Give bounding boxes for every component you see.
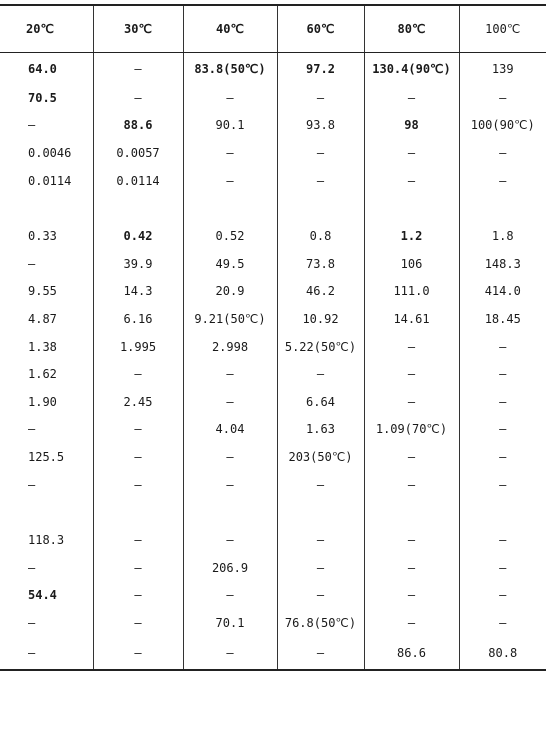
- table-cell-100c: —: [499, 367, 507, 382]
- table-cell-20c: —: [0, 554, 93, 582]
- table-row: [0, 112, 546, 140]
- table-cell-40c: 20.9: [183, 278, 277, 306]
- table-cell-20c: 4.87: [0, 305, 93, 333]
- table-cell-20c: 1.38: [0, 333, 93, 361]
- table-cell-60c: 0.8: [277, 222, 364, 250]
- table-cell-80c: 111.0: [364, 278, 459, 306]
- table-cell-30c: —: [93, 443, 183, 471]
- table-cell-60c: 10.92: [277, 305, 364, 333]
- table-row: [0, 305, 546, 333]
- table-cell-100c: —: [499, 477, 507, 492]
- table-cell-60c: —: [277, 637, 364, 670]
- table-cell-60c: [277, 498, 364, 526]
- header-cell-20c: 20℃: [0, 5, 93, 53]
- table-cell-40c: —: [183, 526, 277, 554]
- temperature-data-table: [0, 4, 546, 671]
- table-cell-80c: —: [364, 333, 459, 361]
- header-row: [0, 5, 546, 53]
- table-cell-100c: —: [499, 422, 507, 437]
- table-cell-40c: —: [183, 360, 277, 388]
- table-cell-40c: —: [183, 471, 277, 499]
- table-cell-20c: —: [0, 416, 93, 444]
- table-cell-40c: 49.5: [183, 250, 277, 278]
- table-row: [0, 526, 546, 554]
- table-cell-100c: —: [499, 394, 507, 409]
- table-cell-100c: —: [499, 588, 507, 603]
- table-cell-30c: —: [93, 471, 183, 499]
- table-cell-30c: 2.45: [93, 388, 183, 416]
- table-cell-40c: 83.8(50℃): [183, 53, 277, 85]
- table-cell-80c: —: [364, 167, 459, 195]
- table-cell-60c: 93.8: [277, 112, 364, 140]
- table-cell-60c: —: [277, 471, 364, 499]
- table-cell-100c: 18.45: [484, 311, 521, 326]
- table-cell-100c: —: [499, 339, 507, 354]
- table-cell-20c: 0.0114: [0, 167, 93, 195]
- table-cell-80c: —: [364, 84, 459, 112]
- table-cell-60c: —: [277, 167, 364, 195]
- table-cell-100c: —: [499, 533, 507, 548]
- table-cell-30c: —: [93, 526, 183, 554]
- table-cell-30c: 88.6: [93, 112, 183, 140]
- table-cell-80c: —: [364, 582, 459, 610]
- table-cell-40c: 0.52: [183, 222, 277, 250]
- table-cell-20c: 125.5: [0, 443, 93, 471]
- table-cell-30c: —: [93, 609, 183, 637]
- table-row: [0, 388, 546, 416]
- table-cell-40c: —: [183, 582, 277, 610]
- table-cell-40c: [183, 194, 277, 222]
- table-cell-20c: 64.0: [0, 53, 93, 85]
- table-cell-60c: 76.8(50℃): [277, 609, 364, 637]
- table-cell-100c: —: [499, 90, 507, 105]
- table-cell-40c: 2.998: [183, 333, 277, 361]
- table-cell-60c: 6.64: [277, 388, 364, 416]
- table-cell-80c: —: [364, 554, 459, 582]
- table-cell-30c: 0.0057: [93, 139, 183, 167]
- table-cell-20c: —: [0, 250, 93, 278]
- table-row: [0, 222, 546, 250]
- table-header: [0, 5, 546, 53]
- table-cell-40c: —: [183, 637, 277, 670]
- table-cell-20c: 54.4: [0, 582, 93, 610]
- table-row: [0, 609, 546, 637]
- table-cell-40c: —: [183, 388, 277, 416]
- table-cell-60c: 5.22(50℃): [277, 333, 364, 361]
- table-cell-80c: 98: [364, 112, 459, 140]
- table-cell-30c: —: [93, 84, 183, 112]
- table-cell-20c: [0, 498, 93, 526]
- table-cell-100c: 139: [491, 61, 514, 76]
- table-cell-30c: [93, 498, 183, 526]
- table-cell-60c: 1.63: [277, 416, 364, 444]
- table-spacer-row: [0, 498, 546, 526]
- table-cell-100c: [459, 194, 546, 222]
- table-cell-30c: 0.0114: [93, 167, 183, 195]
- table-row: [0, 443, 546, 471]
- table-body: [0, 53, 546, 670]
- table-cell-30c: 6.16: [93, 305, 183, 333]
- table-cell-100c: 100(90℃): [470, 118, 535, 133]
- table-cell-60c: 46.2: [277, 278, 364, 306]
- table-row: [0, 360, 546, 388]
- table-cell-100c: —: [499, 615, 507, 630]
- table-cell-80c: 1.09(70℃): [364, 416, 459, 444]
- table-cell-100c: —: [499, 145, 507, 160]
- table-cell-40c: —: [183, 139, 277, 167]
- table-cell-40c: 70.1: [183, 609, 277, 637]
- table-cell-80c: —: [364, 471, 459, 499]
- table-spacer-row: [0, 194, 546, 222]
- table-row: [0, 637, 546, 670]
- table-cell-30c: —: [93, 554, 183, 582]
- table-cell-100c: —: [499, 449, 507, 464]
- table-cell-20c: 0.33: [0, 222, 93, 250]
- header-cell-100c: 100℃: [459, 5, 546, 53]
- table-cell-40c: [183, 498, 277, 526]
- table-cell-20c: —: [0, 637, 93, 670]
- table-cell-40c: —: [183, 84, 277, 112]
- table-cell-100c: [459, 498, 546, 526]
- table-cell-60c: 203(50℃): [277, 443, 364, 471]
- table-cell-30c: —: [93, 637, 183, 670]
- table-cell-60c: 73.8: [277, 250, 364, 278]
- table-cell-20c: 1.90: [0, 388, 93, 416]
- table-row: [0, 278, 546, 306]
- table-row: [0, 416, 546, 444]
- table-cell-30c: 1.995: [93, 333, 183, 361]
- table-cell-100c: 414.0: [484, 284, 521, 299]
- table-cell-80c: 14.61: [364, 305, 459, 333]
- table-cell-60c: —: [277, 139, 364, 167]
- table-cell-20c: 0.0046: [0, 139, 93, 167]
- table-row: [0, 471, 546, 499]
- table-cell-20c: 9.55: [0, 278, 93, 306]
- table-cell-20c: —: [0, 112, 93, 140]
- table-cell-80c: —: [364, 443, 459, 471]
- table-row: [0, 84, 546, 112]
- table-cell-40c: —: [183, 443, 277, 471]
- table-cell-40c: 206.9: [183, 554, 277, 582]
- table-cell-30c: —: [93, 53, 183, 85]
- table-row: [0, 53, 546, 85]
- table-cell-80c: 86.6: [364, 637, 459, 670]
- table-row: [0, 167, 546, 195]
- table-cell-80c: —: [364, 139, 459, 167]
- table-cell-30c: —: [93, 360, 183, 388]
- table-cell-60c: 97.2: [277, 53, 364, 85]
- table-cell-20c: 70.5: [0, 84, 93, 112]
- table-cell-80c: 106: [364, 250, 459, 278]
- table-cell-20c: —: [0, 471, 93, 499]
- header-cell-30c: 30℃: [93, 5, 183, 53]
- table-cell-40c: 90.1: [183, 112, 277, 140]
- table-cell-60c: —: [277, 582, 364, 610]
- table-cell-30c: [93, 194, 183, 222]
- header-cell-60c: 60℃: [277, 5, 364, 53]
- table-cell-60c: —: [277, 526, 364, 554]
- table-cell-30c: 0.42: [93, 222, 183, 250]
- table-cell-20c: —: [0, 609, 93, 637]
- table-cell-80c: [364, 498, 459, 526]
- table-cell-100c: —: [499, 173, 507, 188]
- table-cell-80c: —: [364, 609, 459, 637]
- table-cell-40c: 9.21(50℃): [183, 305, 277, 333]
- table-cell-80c: —: [364, 360, 459, 388]
- table-cell-80c: 130.4(90℃): [364, 53, 459, 85]
- table-cell-60c: —: [277, 84, 364, 112]
- table-cell-20c: [0, 194, 93, 222]
- table-cell-30c: 39.9: [93, 250, 183, 278]
- header-cell-80c: 80℃: [364, 5, 459, 53]
- table-cell-80c: 1.2: [364, 222, 459, 250]
- table-cell-80c: —: [364, 526, 459, 554]
- table-cell-30c: —: [93, 582, 183, 610]
- table-cell-80c: [364, 194, 459, 222]
- table-cell-100c: 1.8: [491, 229, 514, 244]
- table-cell-40c: 4.04: [183, 416, 277, 444]
- table-cell-40c: —: [183, 167, 277, 195]
- table-cell-100c: —: [499, 560, 507, 575]
- table-cell-20c: 1.62: [0, 360, 93, 388]
- table-row: [0, 582, 546, 610]
- table-row: [0, 139, 546, 167]
- table-row: [0, 250, 546, 278]
- table-cell-100c: 148.3: [484, 256, 521, 271]
- table-cell-100c: 80.8: [459, 637, 546, 670]
- table-row: [0, 554, 546, 582]
- table-cell-30c: —: [93, 416, 183, 444]
- table-cell-60c: [277, 194, 364, 222]
- table-row: [0, 333, 546, 361]
- table-cell-20c: 118.3: [0, 526, 93, 554]
- table-cell-80c: —: [364, 388, 459, 416]
- table-cell-30c: 14.3: [93, 278, 183, 306]
- table-cell-60c: —: [277, 554, 364, 582]
- header-cell-40c: 40℃: [183, 5, 277, 53]
- table-cell-60c: —: [277, 360, 364, 388]
